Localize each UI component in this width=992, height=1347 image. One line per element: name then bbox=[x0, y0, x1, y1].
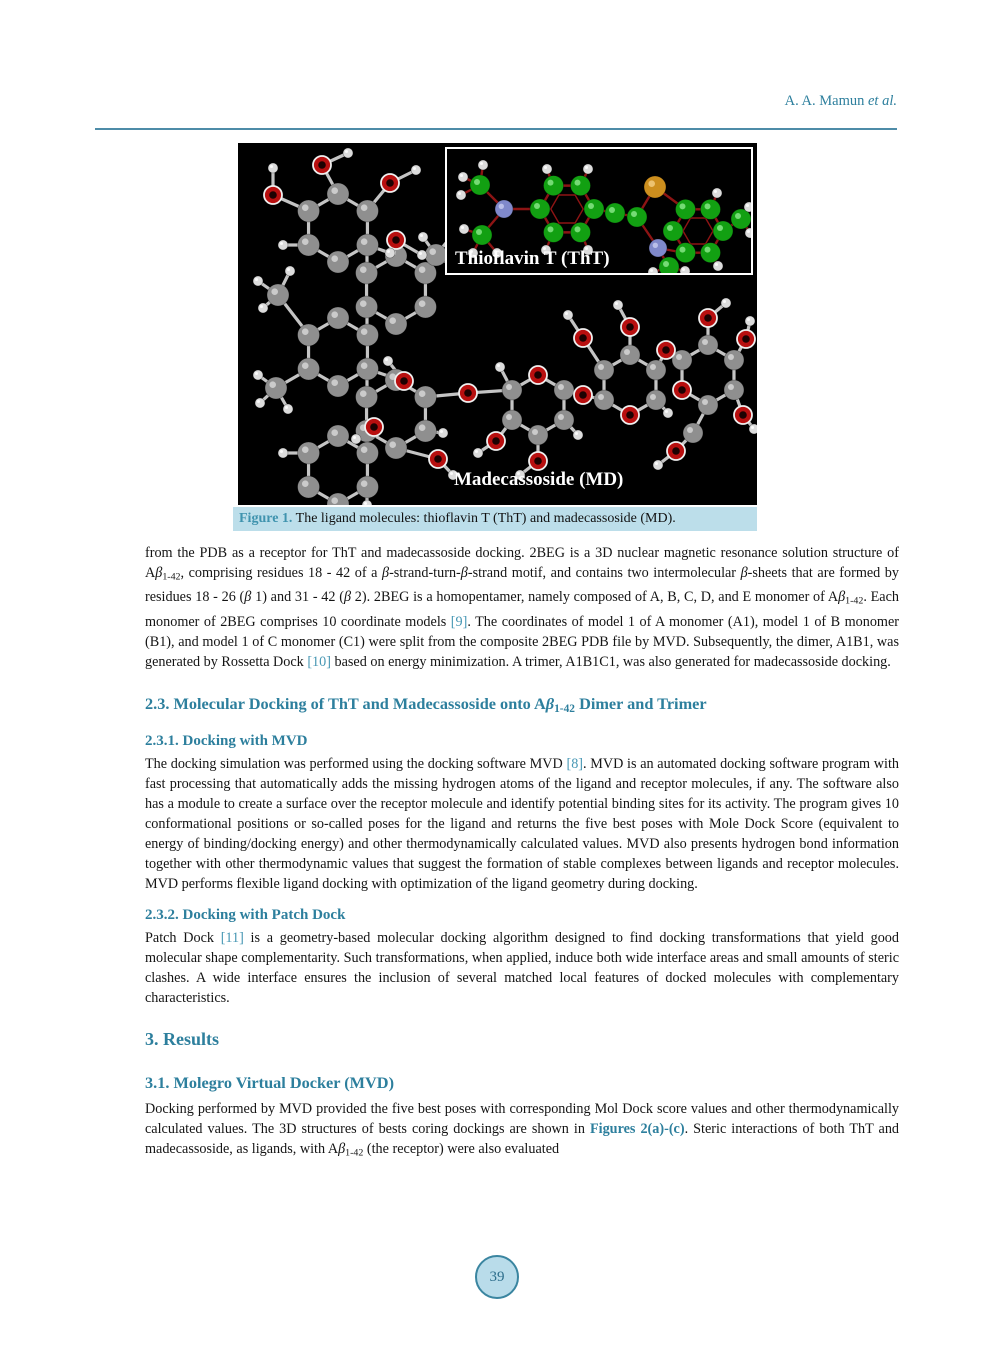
text-run: , comprising residues 18 - 42 of a bbox=[180, 565, 382, 581]
text-run-i: β bbox=[155, 565, 163, 581]
text-run: 3. Results bbox=[145, 1028, 220, 1049]
figure-caption-text: The ligand molecules: thioflavin T (ThT) and madecassoside (MD). bbox=[292, 511, 676, 526]
heading-3-results bbox=[145, 1028, 899, 1051]
text-run: . The coordinates of model 1 of A monomer (A1), model 1 of B monomer (B1), and model 1 of C monomer (C1) were split from the composite 2BEG PDB file by MVD. Subsequently, the dimer, A1B1, was generated by Rossetta Dock bbox=[145, 613, 899, 670]
figure-2-link[interactable]: Figures 2(a)-(c) bbox=[589, 1120, 685, 1137]
text-run: Dimer and Trimer bbox=[575, 693, 707, 713]
text-run: -strand motif, and contains two intermolecular bbox=[467, 565, 741, 581]
text-run: 2). 2BEG is a homopentamer, namely composed of A, B, C, D, and E monomer of A bbox=[351, 589, 839, 606]
paragraph-docking-mvd bbox=[145, 754, 899, 894]
paragraph-patch-dock bbox=[145, 928, 899, 1008]
citation-link-9[interactable]: [9] bbox=[450, 613, 468, 630]
heading-2-3 bbox=[145, 693, 899, 720]
md-label: Madecassoside (MD) bbox=[454, 469, 624, 490]
author-name: A. A. Mamun bbox=[784, 93, 868, 109]
heading-2-3-2 bbox=[145, 906, 899, 925]
text-run: 2.3. Molecular Docking of ThT and Madecassoside onto A bbox=[145, 693, 546, 713]
text-run: -strand-turn- bbox=[389, 565, 461, 581]
tht-inset-panel bbox=[445, 147, 753, 275]
text-run: 1) and 31 - 42 ( bbox=[251, 589, 344, 606]
text-run: is a geometry-based molecular docking algorithm designed to find docking transformations that yield good molecular shape complementarity. Such transformations, when applied, induce both wide interface areas and small amounts of steric clashes. A wide interface ensures the inclusion of several matched local features of docked molecules with complementary characteristics. bbox=[145, 929, 899, 1006]
citation-link-11[interactable]: [11] bbox=[220, 929, 244, 946]
heading-2-3-1 bbox=[145, 732, 899, 751]
text-run: -sheets that are formed by residues 18 - 26 ( bbox=[145, 565, 899, 606]
text-run: . Each monomer of 2BEG comprises 10 coordinate models bbox=[145, 589, 899, 630]
text-run-sub: 1-42 bbox=[345, 1147, 364, 1159]
article-body bbox=[145, 543, 899, 1163]
running-head-author bbox=[785, 93, 897, 110]
text-run-i: β bbox=[338, 1140, 346, 1157]
figure-caption bbox=[233, 507, 757, 531]
text-run-i: β bbox=[244, 589, 252, 606]
text-run-i: β bbox=[545, 693, 555, 713]
header-divider-rule bbox=[95, 128, 897, 130]
citation-link-10[interactable]: [10] bbox=[307, 653, 331, 670]
tht-label: Thioflavin T (ThT) bbox=[455, 248, 610, 269]
author-etal: et al. bbox=[868, 93, 897, 109]
figure-1-image bbox=[238, 143, 757, 505]
citation-link-8[interactable]: [8] bbox=[566, 755, 584, 772]
text-run-sub: 1-42 bbox=[845, 595, 864, 607]
text-run: . Steric interactions of both ThT and madecassoside, as ligands, with A bbox=[145, 1120, 900, 1157]
text-run: 2.3.2. Docking with Patch Dock bbox=[145, 906, 346, 923]
text-run: Patch Dock bbox=[145, 929, 221, 946]
text-run: based on energy minimization. A trimer, A1B1C1, was also generated for madecassoside docking. bbox=[330, 653, 891, 670]
text-run: Docking performed by MVD provided the five best poses with corresponding Mol Dock score values and other thermodynamically calculated values. The 3D structures of bests coring dockings are shown in bbox=[145, 1100, 899, 1137]
text-run-i: β bbox=[838, 589, 846, 606]
heading-3-1 bbox=[145, 1072, 899, 1093]
paragraph-pdb-receptor bbox=[145, 543, 899, 672]
text-run-i: β bbox=[460, 565, 468, 581]
text-run: . MVD is an automated docking software program with fast processing that automatically adds the missing hydrogen atoms of the ligand and receptor molecules, if any. The software also has a module to create a surface over the receptor molecule and identify potential binding sites for its activity. The program gives 10 conformational positions or so-called poses for the ligand and returns the five best poses with Mole Dock Score (equivalent to energy of binding/docking energy) and other thermodynamically calculated values. MVD also presents hydrogen bond information together with other thermodynamic values that suggest the formation of stable complexes between ligands and receptor molecules. MVD performs flexible ligand docking with optimization of the ligand geometry during docking. bbox=[145, 755, 899, 892]
text-run: (the receptor) were also evaluated bbox=[363, 1140, 560, 1157]
page-number-badge bbox=[475, 1255, 519, 1299]
page-number: 39 bbox=[489, 1268, 505, 1285]
text-run: The docking simulation was performed using the docking software MVD bbox=[145, 755, 567, 772]
text-run: 2.3.1. Docking with MVD bbox=[145, 732, 308, 749]
text-run-sub: 1-42 bbox=[554, 702, 576, 715]
text-run-i: β bbox=[381, 565, 390, 581]
text-run-sub: 1-42 bbox=[162, 571, 181, 583]
text-run-i: β bbox=[343, 589, 352, 606]
text-run: from the PDB as a receptor for ThT and madecassoside docking. 2BEG is a 3D nuclear magnetic resonance solution structure of A bbox=[145, 545, 899, 581]
text-run-i: β bbox=[740, 565, 748, 581]
figure-caption-label: Figure 1. bbox=[239, 511, 293, 526]
paragraph-mvd-results bbox=[145, 1099, 899, 1163]
text-run: 3.1. Molegro Virtual Docker (MVD) bbox=[145, 1072, 394, 1092]
